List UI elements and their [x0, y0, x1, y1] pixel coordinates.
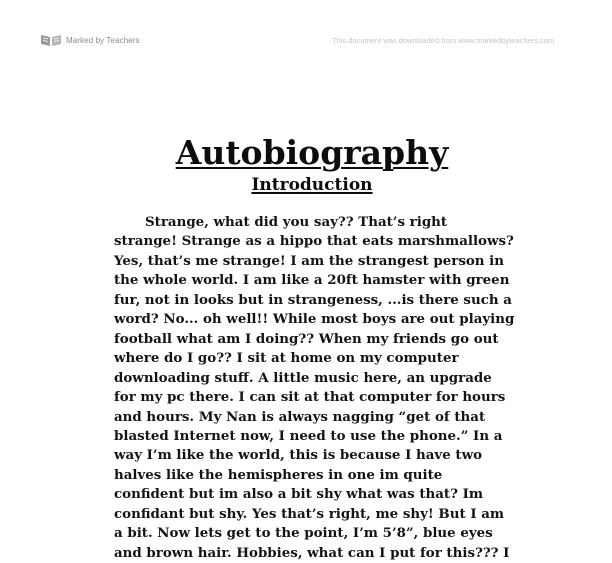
document-title: Autobiography [175, 133, 449, 172]
document-body [114, 213, 612, 563]
body-line: the whole world. I am like a 20ft hamster with green [114, 272, 510, 289]
logo[interactable] [40, 33, 140, 47]
body-line: word? No... oh well!! While most boys are out playing [114, 311, 515, 328]
body-line: way I’m like the world, this is because I have two [114, 447, 483, 464]
body-line: Yes, that’s me strange! I am the strangest person in [114, 252, 505, 269]
body-line: Strange, what did you say?? That’s right [145, 214, 448, 230]
body-line: a bit. Now lets get to the point, I’m 5’8”, blue eyes [114, 525, 493, 542]
document-header [0, 0, 612, 60]
marked-by-teachers-logo-icon [40, 33, 62, 47]
body-line: where do I go?? I sit at home on my computer [114, 350, 459, 367]
logo-text: Marked by Teachers [66, 35, 140, 45]
body-line: and brown hair. Hobbies, what can I put for this??? I [114, 544, 510, 561]
body-line: halves like the hemispheres in one im quite [114, 466, 443, 483]
body-line: blasted Internet now, I need to use the phone.” In a [114, 427, 503, 444]
body-line: confident but im also a bit shy what was that? Im [114, 486, 484, 503]
body-line: strange! Strange as a hippo that eats marshmallows? [114, 233, 514, 250]
body-line: and hours. My Nan is always nagging “get of that [114, 408, 486, 425]
document-subtitle: Introduction [251, 175, 373, 195]
body-line: fur, not in looks but in strangeness, ...is there such a [114, 291, 512, 308]
body-line: confidant but shy. Yes that’s right, me shy! But I am [114, 505, 505, 522]
body-line: football what am I doing?? When my friends go out [114, 330, 499, 347]
download-notice: This document was downloaded from www.markedbyteachers.com [332, 36, 555, 45]
body-line: downloading stuff. A little music here, an upgrade [114, 369, 492, 386]
body-line: for my pc there. I can sit at that computer for hours [114, 389, 506, 406]
